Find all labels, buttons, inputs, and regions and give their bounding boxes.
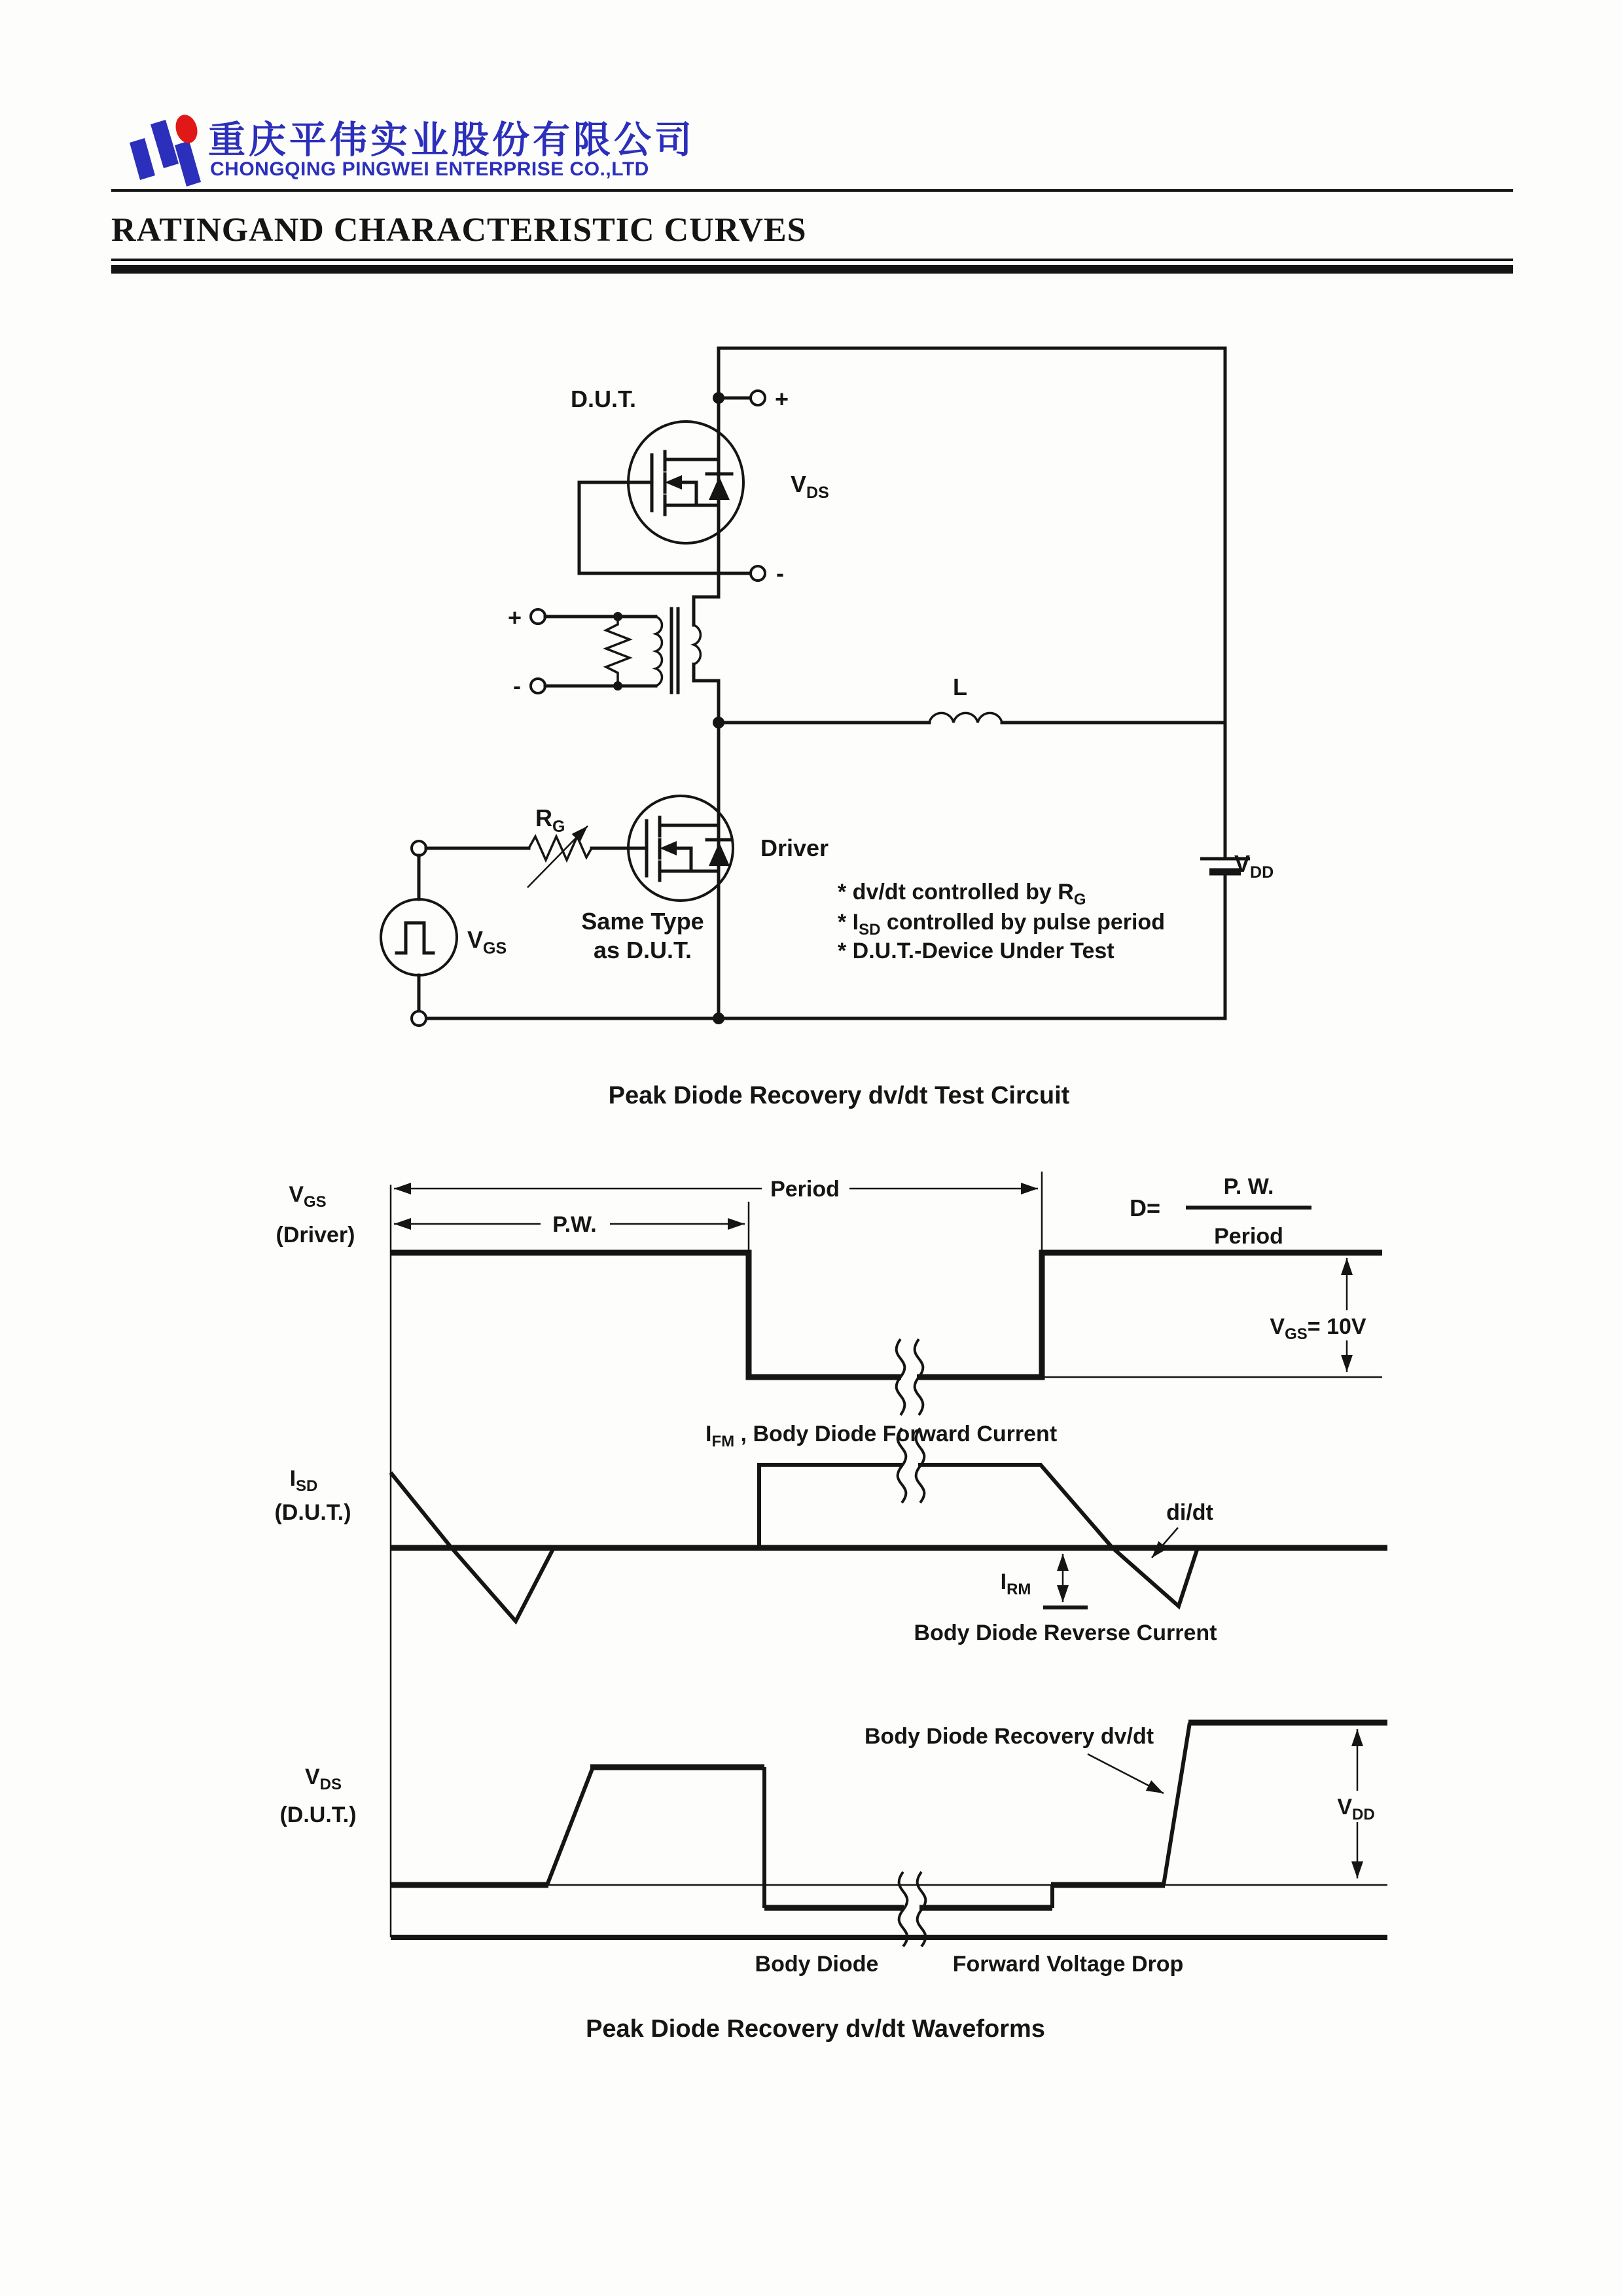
company-name-en: CHONGQING PINGWEI ENTERPRISE CO.,LTD (210, 158, 649, 180)
minus-terminal (751, 566, 765, 581)
isd-axis-label: $I_{SD}$ (289, 1466, 318, 1495)
rg-label: $R_G$ (535, 804, 565, 836)
inductor-label: L (953, 673, 967, 700)
vds-axis-label2: (D.U.T.) (279, 1803, 357, 1827)
pulse-transformer-symbol (508, 597, 719, 699)
transformer-minus-label: - (513, 672, 521, 699)
note-isd: * $I_{SD}$ controlled by pulse period (838, 910, 1165, 939)
note-dut: * D.U.T.-Device Under Test (838, 939, 1115, 963)
plus-terminal (751, 391, 765, 405)
duty-numerator: P. W. (1223, 1174, 1274, 1199)
pw-label: P.W. (552, 1212, 597, 1237)
vgs-label: $V_{GS}$ (467, 926, 507, 958)
page-title: RATINGAND CHARACTERISTIC CURVES (111, 211, 807, 249)
pulse-glyph (397, 923, 433, 953)
isd-axis-label2: (D.U.T.) (274, 1500, 351, 1525)
reverse-current-label: Body Diode Reverse Current (914, 1621, 1217, 1645)
vgs-level-label: $V_{GS}= 10V$ (1270, 1314, 1366, 1343)
vgs-waveform-trace (391, 1253, 1382, 1377)
period-label: Period (770, 1177, 840, 1202)
inductor-symbol (929, 713, 1002, 723)
vdd-level-label: $V_{DD}$ (1337, 1795, 1375, 1823)
dut-label: D.U.T. (571, 386, 637, 412)
driver-label: Driver (760, 834, 829, 861)
recovery-arrow (1088, 1754, 1164, 1793)
period-arrow (394, 1177, 1038, 1202)
didt-label: di/dt (1166, 1500, 1213, 1525)
forward-drop-label: Forward Voltage Drop (952, 1952, 1184, 1977)
vds-label: $V_{DS}$ (791, 471, 829, 502)
circuit-caption: Peak Diode Recovery dv/dt Test Circuit (608, 1082, 1070, 1109)
break-symbol (897, 1339, 923, 1415)
vgs-axis-label2: (Driver) (276, 1223, 355, 1247)
gate-terminal (412, 841, 426, 855)
vdd-label: $V_{DD}$ (1234, 850, 1274, 882)
minus-label: - (776, 560, 784, 586)
waveform-caption: Peak Diode Recovery dv/dt Waveforms (586, 2015, 1045, 2043)
vgs-source-symbol (381, 855, 457, 1026)
damping-resistor (606, 617, 630, 686)
same-type-label-line1: Same Type (581, 908, 704, 935)
didt-arrow (1152, 1528, 1178, 1558)
same-type-label-line2: as D.U.T. (593, 937, 692, 963)
vds-trace-edges (547, 1723, 1190, 1908)
body-diode-label: Body Diode (755, 1952, 879, 1977)
irm-label: $I_{RM}$ (1000, 1570, 1031, 1598)
ifm-label: $I_{FM}$ , Body Diode Forward Current (705, 1422, 1058, 1450)
recovery-label: Body Diode Recovery dv/dt (864, 1724, 1154, 1749)
transformer-plus-label: + (508, 604, 522, 631)
company-name-cn: 重庆平伟实业股份有限公司 (208, 119, 695, 161)
plus-label: + (775, 386, 789, 412)
primary-coil (656, 617, 662, 686)
pw-arrow (394, 1212, 745, 1237)
secondary-coil (694, 625, 700, 664)
junction-dot (713, 1013, 724, 1024)
vgs-axis-label: $V_{GS}$ (289, 1182, 327, 1211)
vds-axis-label: $V_{DS}$ (304, 1765, 342, 1793)
test-circuit-diagram (381, 348, 1274, 1109)
rg-resistor-symbol (529, 836, 592, 860)
duty-cycle-formula (1130, 1174, 1311, 1249)
duty-d-label: D= (1130, 1194, 1161, 1221)
waveform-diagram (274, 1172, 1397, 2043)
note-dvdt: * dv/dt controlled by $R_G$ (838, 880, 1086, 908)
duty-denominator: Period (1214, 1224, 1283, 1249)
isd-trace-right (759, 1465, 1198, 1606)
